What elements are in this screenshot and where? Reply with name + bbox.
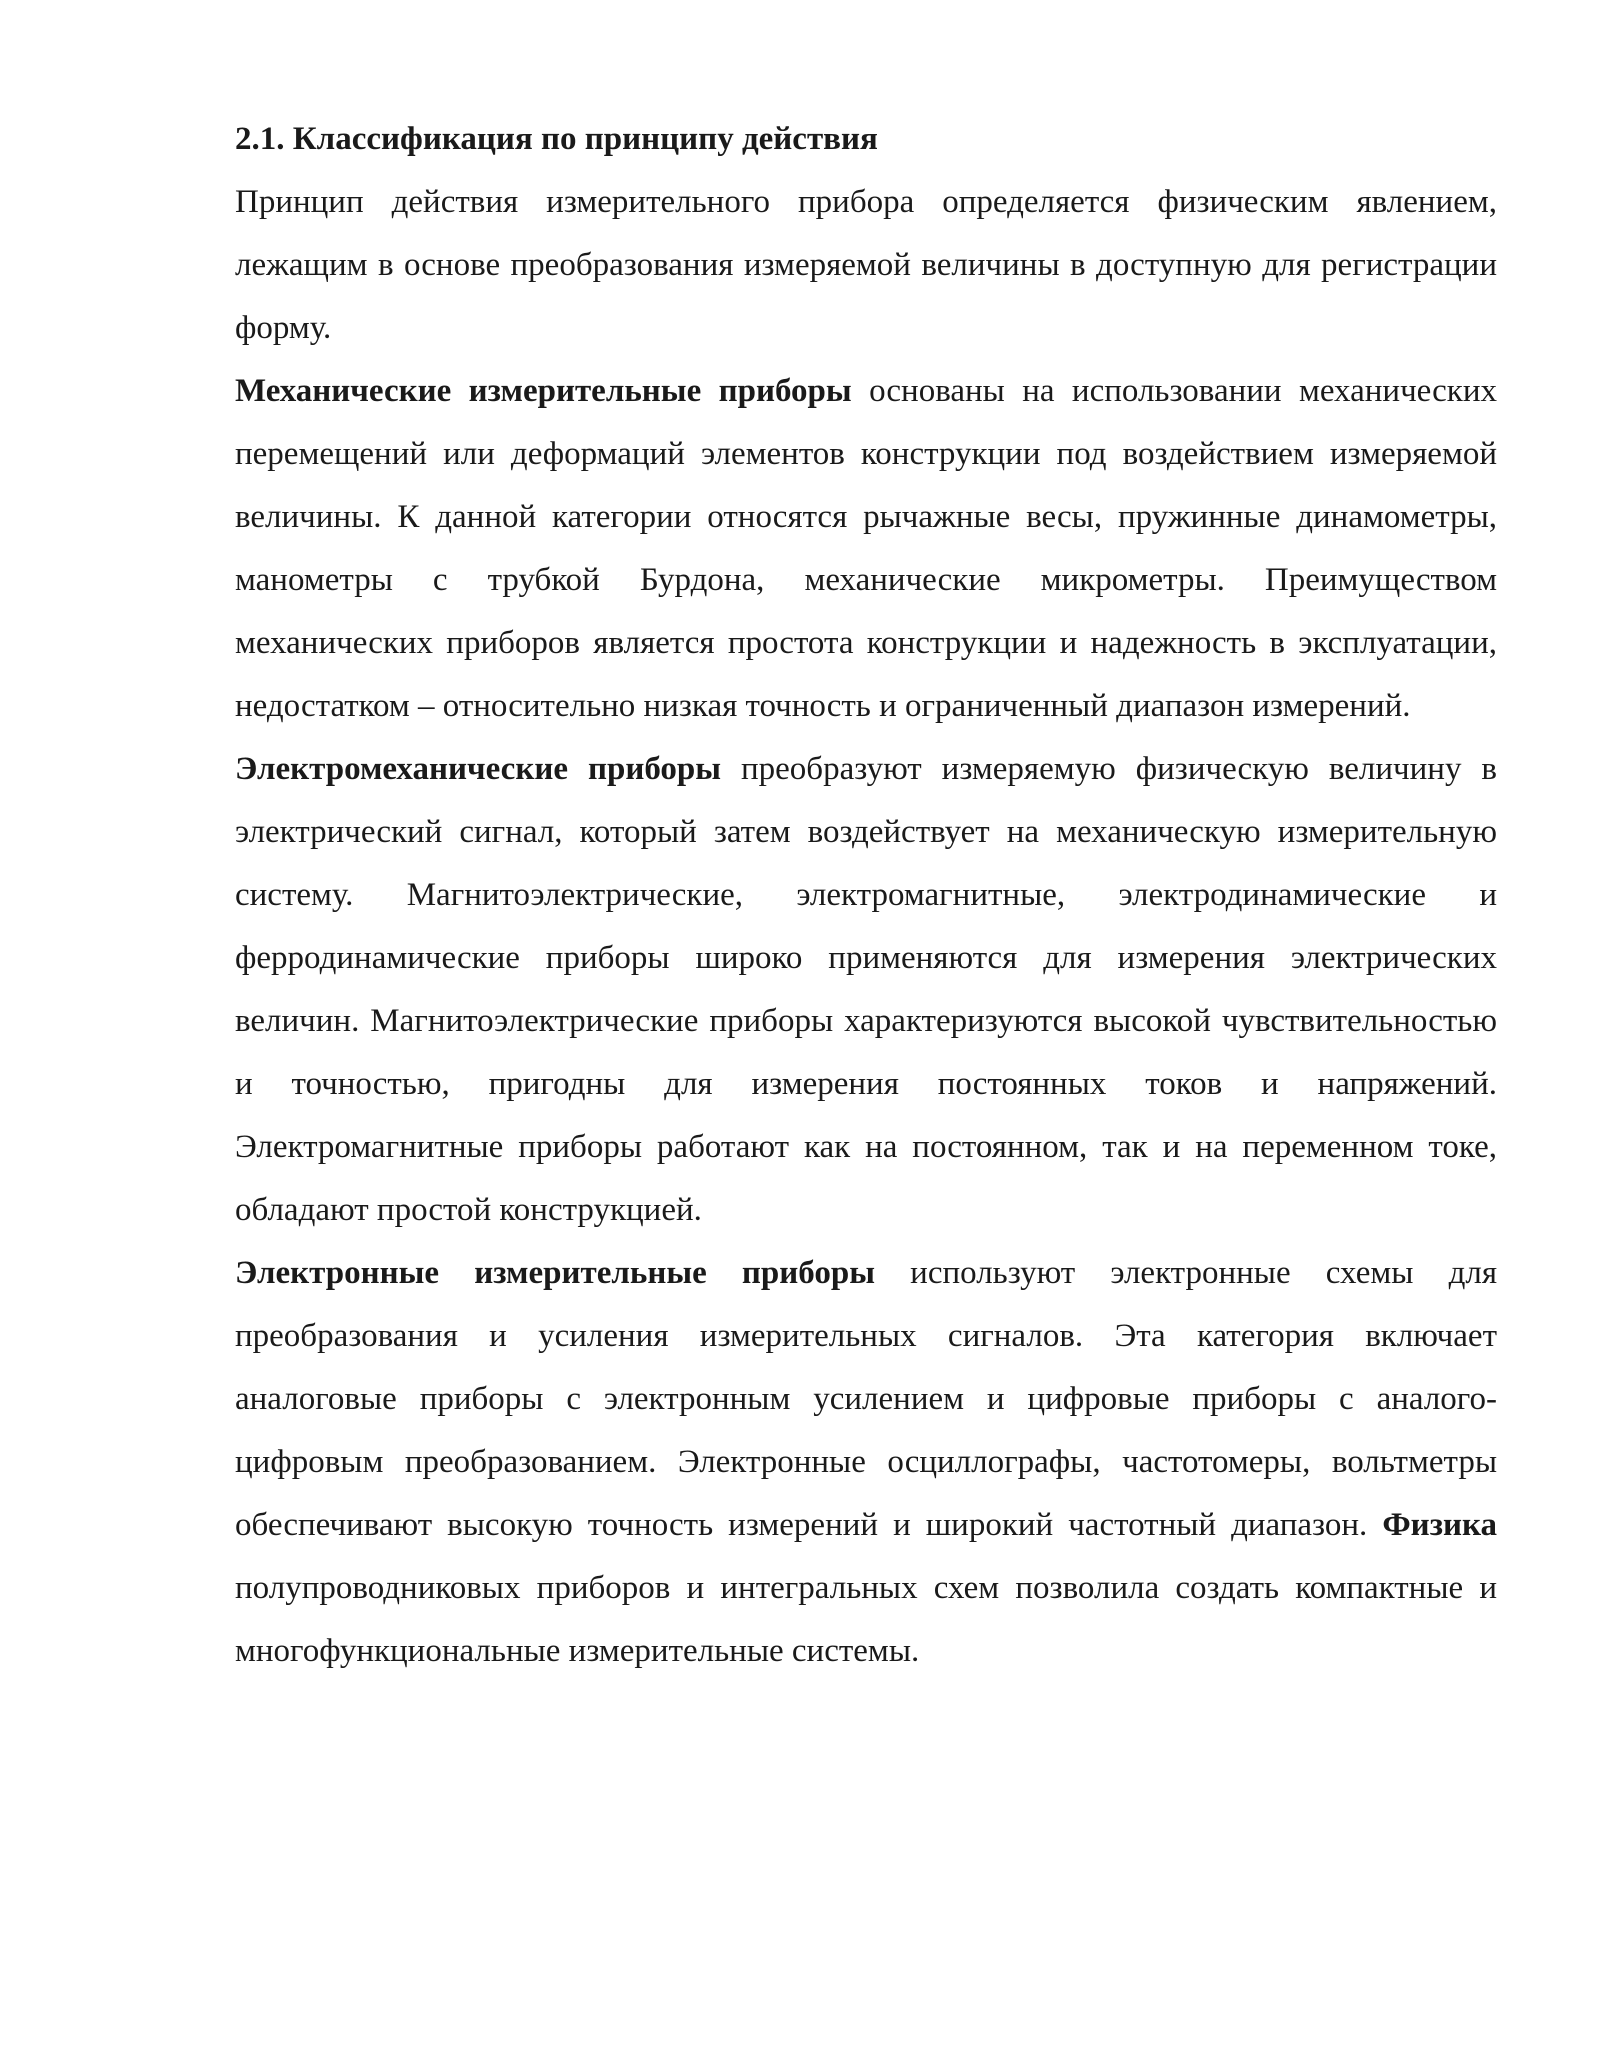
text-electronic: используют электронные схемы для преобразования и усиления измерительных сигналов. Эта категория включает аналоговые приборы с электронным усилением и цифровые приборы с аналого-цифровым преобразованием. Электронные осциллографы, частотомеры, вольтметры обеспечивают высокую точность измерений и широкий частотный диапазон. bbox=[235, 1255, 1498, 1543]
term-electromechanical: Электромеханические приборы bbox=[235, 751, 722, 787]
text-electronic-end: полупроводниковых приборов и интегральных схем позволила создать компактные и многофункциональные измерительные системы. bbox=[235, 1570, 1497, 1669]
document-body bbox=[235, 108, 1497, 1683]
paragraph-intro: Принцип действия измерительного прибора определяется физическим явлением, лежащим в основе преобразования измеряемой величины в доступную для регистрации форму. bbox=[235, 184, 1497, 346]
section-heading: 2.1. Классификация по принципу действия bbox=[235, 121, 878, 157]
paragraph-electromechanical bbox=[235, 738, 1497, 1242]
paragraph-mechanical bbox=[235, 360, 1497, 738]
term-mechanical: Механические измерительные приборы bbox=[235, 373, 852, 409]
term-physics: Физика bbox=[1382, 1507, 1497, 1543]
term-electronic: Электронные измерительные приборы bbox=[235, 1255, 875, 1291]
text-mechanical: основаны на использовании механических перемещений или деформаций элементов конструкции под воздействием измеряемой величины. К данной категории относятся рычажные весы, пружинные динамометры, манометры с трубкой Бурдона, механические микрометры. Преимуществом механических приборов является простота конструкции и надежность в эксплуатации, недостатком – относительно низкая точность и ограниченный диапазон измерений. bbox=[235, 373, 1497, 724]
paragraph-electronic bbox=[235, 1242, 1497, 1683]
text-electromechanical: преобразуют измеряемую физическую величину в электрический сигнал, который затем воздействует на механическую измерительную систему. Магнитоэлектрические, электромагнитные, электродинамические и ферродинамические приборы широко применяются для измерения электрических величин. Магнитоэлектрические приборы характеризуются высокой чувствительностью и точностью, пригодны для измерения постоянных токов и напряжений. Электромагнитные приборы работают как на постоянном, так и на переменном токе, обладают простой конструкцией. bbox=[235, 751, 1498, 1228]
